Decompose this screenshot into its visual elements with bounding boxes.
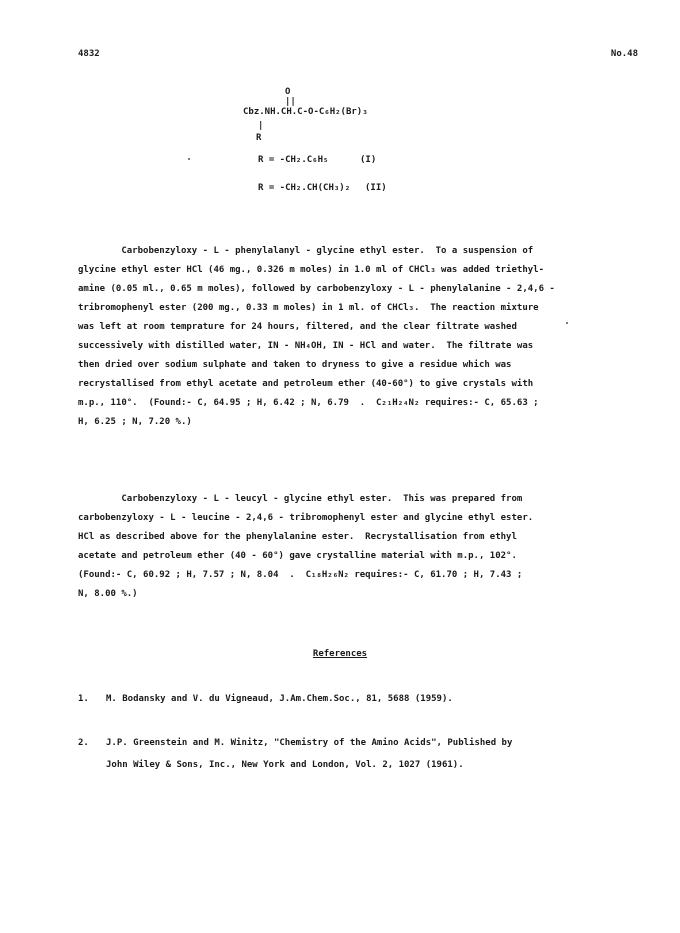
references-heading: References <box>312 649 368 659</box>
text-line: was left at room temprature for 24 hours, filtered, and the clear filtrate washed <box>78 322 517 332</box>
page-number: 4832 <box>78 49 100 59</box>
text-line: carbobenzyloxy - L - leucine - 2,4,6 - tribromophenyl ester and glycine ethyl ester. <box>78 513 534 523</box>
r-definition-tag-1: (I) <box>360 155 377 165</box>
paragraph-phenylalanyl <box>78 242 558 432</box>
reference-item <box>78 690 453 709</box>
text-line: N, 8.00 %.) <box>78 589 138 599</box>
text-line: successively with distilled water, IN - NH₄OH, IN - HCl and water. The filtrate was <box>78 341 534 351</box>
scan-speck <box>188 158 190 160</box>
text-line: m.p., 110°. (Found:- C, 64.95 ; H, 6.42 ; N, 6.79 . C₂₁H₂₄N₂ requires:- C, 65.63 ; <box>78 398 539 408</box>
r-definition-formula-2: R = -CH₂.CH(CH₃)₂ <box>258 183 351 193</box>
r-group: R <box>256 133 262 143</box>
paragraph-leucyl <box>78 490 558 604</box>
text-line: glycine ethyl ester HCl (46 mg., 0.326 m moles) in 1.0 ml of CHCl₃ was added triethyl- <box>78 265 544 275</box>
main-formula: Cbz.NH.CH.C-O-C₆H₂(Br)₃ <box>243 107 368 117</box>
double-bond: || <box>285 97 296 107</box>
text-line: Carbobenzyloxy - L - phenylalanyl - glycine ethyl ester. To a suspension of <box>78 246 534 256</box>
reference-text: J.P. Greenstein and M. Winitz, "Chemistry of the Amino Acids", Published by <box>106 738 513 748</box>
vertical-bond: | <box>258 121 264 131</box>
reference-number: 1. <box>78 694 89 704</box>
text-line: (Found:- C, 60.92 ; H, 7.57 ; N, 8.04 . C₁₈H₂₆N₂ requires:- C, 61.70 ; H, 7.43 ; <box>78 570 523 580</box>
reference-item <box>78 734 512 753</box>
text-line: tribromophenyl ester (200 mg., 0.33 m moles) in 1 ml. of CHCl₃. The reaction mixture <box>78 303 539 313</box>
reference-text: M. Bodansky and V. du Vigneaud, J.Am.Chem.Soc., 81, 5688 (1959). <box>106 694 453 704</box>
text-line: H, 6.25 ; N, 7.20 %.) <box>78 417 192 427</box>
r-definition-formula-1: R = -CH₂.C₆H₅ <box>258 155 329 165</box>
reference-number: 2. <box>78 738 89 748</box>
journal-number: No.48 <box>610 49 638 59</box>
text-line: Carbobenzyloxy - L - leucyl - glycine ethyl ester. This was prepared from <box>78 494 523 504</box>
r-definition-tag-2: (II) <box>365 183 387 193</box>
text-line: recrystallised from ethyl acetate and petroleum ether (40-60°) to give crystals with <box>78 379 534 389</box>
text-line: acetate and petroleum ether (40 - 60°) gave crystalline material with m.p., 102°. <box>78 551 517 561</box>
text-line: HCl as described above for the phenylalanine ester. Recrystallisation from ethyl <box>78 532 517 542</box>
carbonyl-oxygen: O <box>285 87 291 97</box>
reference-text-continued: John Wiley & Sons, Inc., New York and London, Vol. 2, 1027 (1961). <box>106 760 464 770</box>
text-line: then dried over sodium sulphate and taken to dryness to give a residue which was <box>78 360 512 370</box>
scan-speck <box>566 322 568 324</box>
text-line: amine (0.05 ml., 0.65 m moles), followed by carbobenzyloxy - L - phenylalanine - 2,4,6 - <box>78 284 555 294</box>
